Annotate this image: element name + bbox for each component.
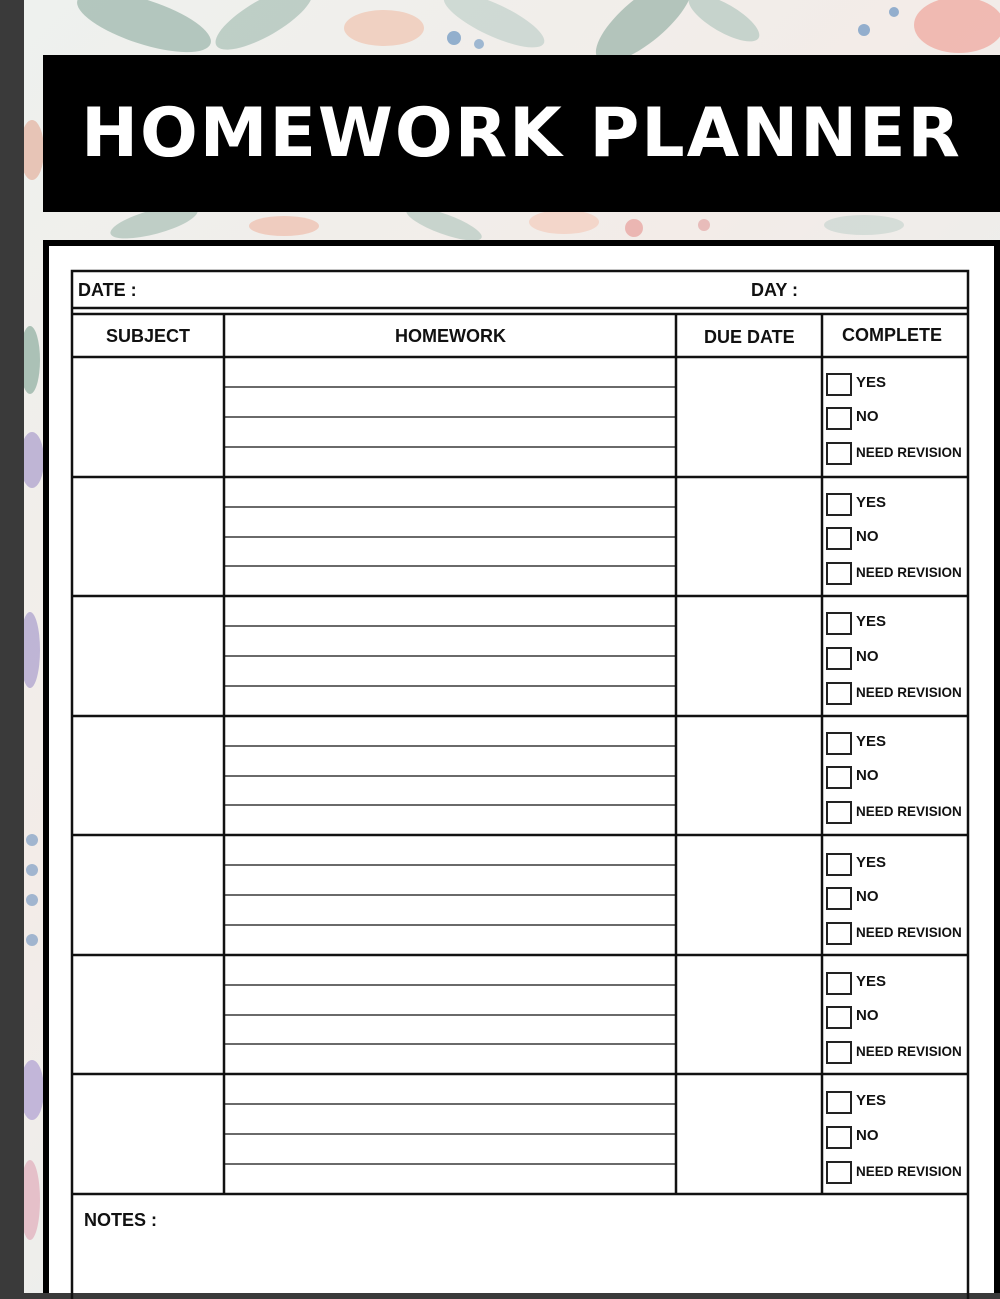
checkbox-need-revision[interactable] — [826, 682, 852, 705]
option-yes-label: YES — [856, 613, 887, 630]
column-header-complete: COMPLETE — [842, 325, 943, 345]
option-no-label: NO — [856, 767, 879, 784]
checkbox-no[interactable] — [826, 766, 852, 789]
option-need-revision-label: NEED REVISION — [856, 445, 962, 460]
option-no-label: NO — [856, 648, 879, 665]
checkbox-yes[interactable] — [826, 853, 852, 876]
option-no-label: NO — [856, 888, 879, 905]
title-banner — [43, 55, 1000, 212]
option-no-label: NO — [856, 1127, 879, 1144]
checkbox-yes[interactable] — [826, 972, 852, 995]
option-need-revision-label: NEED REVISION — [856, 1044, 962, 1059]
option-need-revision-label: NEED REVISION — [856, 685, 962, 700]
page-title: HOMEWORK PLANNER — [81, 94, 962, 173]
checkbox-need-revision[interactable] — [826, 922, 852, 945]
checkbox-yes[interactable] — [826, 612, 852, 635]
checkbox-need-revision[interactable] — [826, 801, 852, 824]
checkbox-no[interactable] — [826, 647, 852, 670]
notes-label: NOTES : — [84, 1210, 158, 1230]
option-yes-label: YES — [856, 973, 887, 990]
checkbox-no[interactable] — [826, 407, 852, 430]
option-yes-label: YES — [856, 733, 887, 750]
checkbox-need-revision[interactable] — [826, 1041, 852, 1064]
option-no-label: NO — [856, 1007, 879, 1024]
checkbox-need-revision[interactable] — [826, 562, 852, 585]
checkbox-need-revision[interactable] — [826, 1161, 852, 1184]
checkbox-yes[interactable] — [826, 732, 852, 755]
column-header-due-date: DUE DATE — [704, 327, 795, 347]
planner-sheet — [43, 240, 1000, 1293]
checkbox-yes[interactable] — [826, 1091, 852, 1114]
checkbox-yes[interactable] — [826, 493, 852, 516]
option-no-label: NO — [856, 408, 879, 425]
option-need-revision-label: NEED REVISION — [856, 1164, 962, 1179]
option-yes-label: YES — [856, 854, 887, 871]
column-header-homework: HOMEWORK — [395, 326, 506, 346]
option-yes-label: YES — [856, 494, 887, 511]
day-label: DAY : — [751, 280, 799, 300]
option-yes-label: YES — [856, 1092, 887, 1109]
option-need-revision-label: NEED REVISION — [856, 925, 962, 940]
checkbox-yes[interactable] — [826, 373, 852, 396]
column-header-subject: SUBJECT — [106, 326, 191, 346]
checkbox-no[interactable] — [826, 1126, 852, 1149]
checkbox-no[interactable] — [826, 887, 852, 910]
checkbox-need-revision[interactable] — [826, 442, 852, 465]
checkbox-no[interactable] — [826, 527, 852, 550]
option-need-revision-label: NEED REVISION — [856, 565, 962, 580]
date-label: DATE : — [78, 280, 137, 300]
option-no-label: NO — [856, 528, 879, 545]
option-yes-label: YES — [856, 374, 887, 391]
planner-grid — [49, 246, 994, 1299]
option-need-revision-label: NEED REVISION — [856, 804, 962, 819]
checkbox-no[interactable] — [826, 1006, 852, 1029]
